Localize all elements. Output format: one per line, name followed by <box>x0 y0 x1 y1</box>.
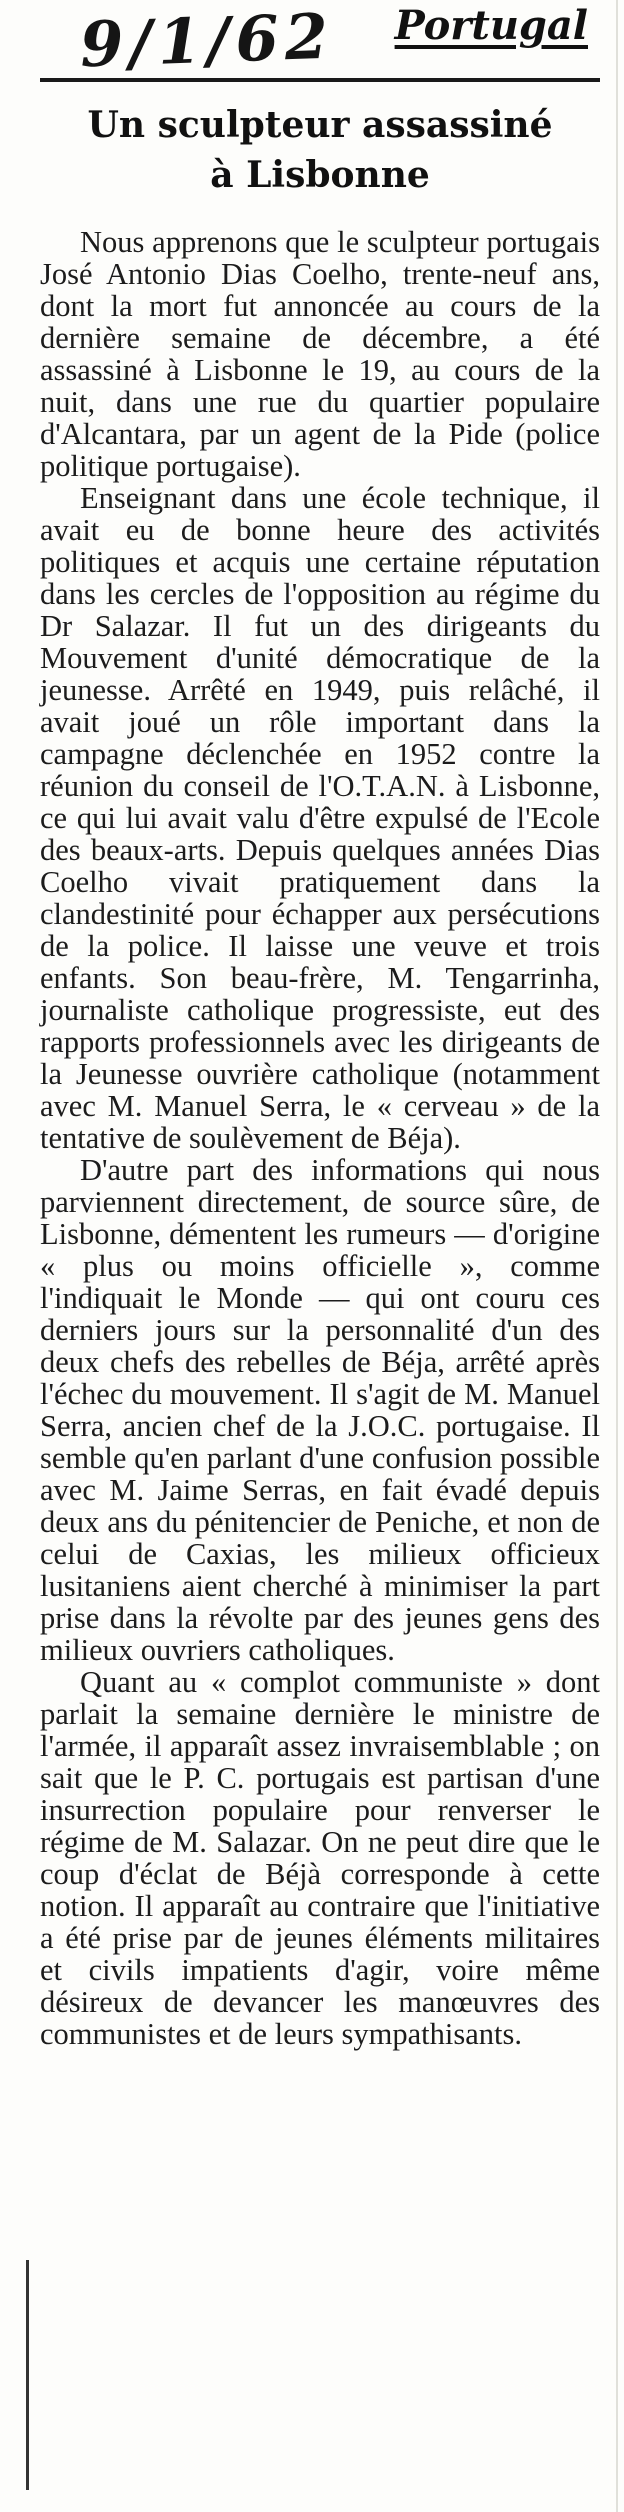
article-body <box>40 226 600 2050</box>
handwritten-date: 9/1/62 <box>78 0 336 82</box>
headline <box>40 100 600 200</box>
paragraph-3: D'autre part des informations qui nous parviennent directement, de source sûre, de Lisbonne, démentent les rumeurs — d'origine « plus ou moins officielle », comme l'indiquait le Monde — qui ont couru ces derniers jours sur la personnalité d'un des deux chefs des rebelles de Béja, arrêté après l'échec du mouvement. Il s'agit de M. Manuel Serra, ancien chef de la J.O.C. portugaise. Il semble qu'en parlant d'une confusion possible avec M. Jaime Serras, en fait évadé depuis deux ans du pénitencier de Peniche, et non de celui de Caxias, les milieux officieux lusitaniens aient cherché à minimiser la part prise dans la révolte par des jeunes gens des milieux ouvriers catholiques. <box>40 1153 600 1667</box>
headline-line-2: à Lisbonne <box>210 154 430 196</box>
paragraph-1: Nous apprenons que le sculpteur portugais José Antonio Dias Coelho, trente-neuf ans, dont la mort fut annoncée au cours de la dernière semaine de décembre, a été assassiné à Lisbonne le 19, au cours de la nuit, dans une rue du quartier populaire d'Alcantara, par un agent de la Pide (police politique portugaise). <box>40 225 600 483</box>
scan-edge <box>616 0 618 2512</box>
paragraph-4: Quant au « complot communiste » dont parlait la semaine dernière le ministre de l'armée, il apparaît assez invraisemblable ; on sait que le P. C. portugais est partisan d'une insurrection populaire pour renverser le régime de M. Salazar. On ne peut dire que le coup d'éclat de Béjà corresponde à cette notion. Il apparaît au contraire que l'initiative a été prise par de jeunes éléments militaires et civils impatients d'agir, voire même désireux de devancer les manœuvres des communistes et de leurs sympathisants. <box>40 1665 600 2051</box>
headline-line-1: Un sculpteur assassiné <box>87 104 553 146</box>
header-rule <box>40 78 600 82</box>
margin-pencil-mark <box>26 2260 29 2490</box>
section-label: Portugal <box>394 2 588 49</box>
paragraph-2: Enseignant dans une école technique, il avait eu de bonne heure des activités politiques et acquis une certaine réputation dans les cercles de l'opposition au régime du Dr Salazar. Il fut un des dirigeants du Mouvement d'unité démocratique de la jeunesse. Arrêté en 1949, puis relâché, il avait joué un rôle important dans la campagne déclenchée en 1952 contre la réunion du conseil de l'O.T.A.N. à Lisbonne, ce qui lui avait valu d'être expulsé de l'Ecole des beaux-arts. Depuis quelques années Dias Coelho vivait pratiquement dans la clandestinité pour échapper aux persécutions de la police. Il laisse une veuve et trois enfants. Son beau-frère, M. Tengarrinha, journaliste catholique progressiste, eut des rapports professionnels avec les dirigeants de la Jeunesse ouvrière catholique (notamment avec M. Manuel Serra, le « cerveau » de la tentative de soulèvement de Béja). <box>40 481 600 1155</box>
